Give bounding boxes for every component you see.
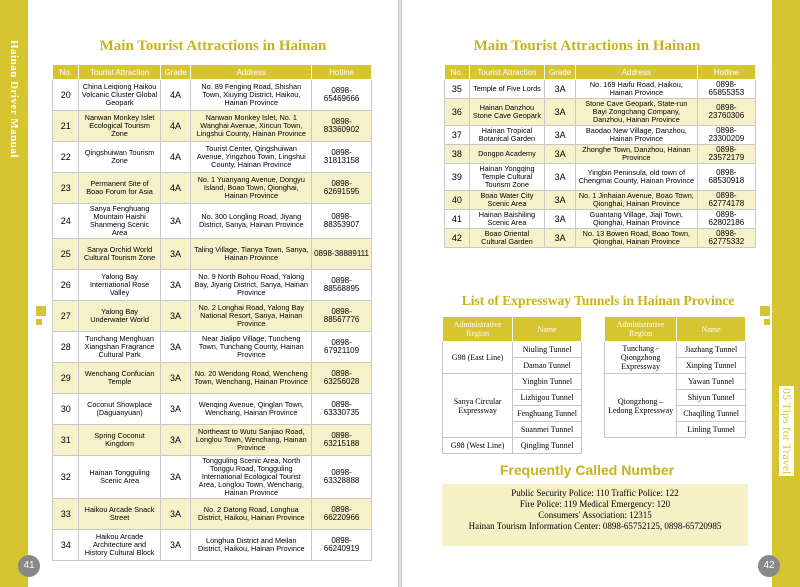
address: Baodao New Village, Danzhou, Hainan Province	[576, 126, 698, 145]
grade: 3A	[545, 126, 576, 145]
table-row	[445, 229, 756, 248]
hotline: 0898-23300209	[697, 126, 755, 145]
region-cell: Tunchang - Qiongzhong Expressway	[605, 342, 677, 374]
decor-square	[760, 306, 770, 316]
decor-square	[764, 319, 770, 325]
address: No. 1 Jinhaian Avenue, Boao Town, Qionghai, Hainan Province	[576, 191, 698, 210]
tunnel-name: Lizhigou Tunnel	[513, 390, 582, 406]
row-number: 30	[53, 394, 79, 425]
attraction-name: Tunchang Menghuan Xiangshan Fragrance Cultural Park	[79, 332, 160, 363]
grade: 3A	[160, 332, 191, 363]
attraction-name: Spring Coconut Kingdom	[79, 425, 160, 456]
grade: 3A	[545, 229, 576, 248]
col-no: No.	[445, 65, 470, 80]
address: No. 9 North Bohou Road, Yalong Bay, Jiyang District, Sanya, Hainan Province	[191, 270, 312, 301]
tunnel-name: Xinping Tunnel	[677, 358, 746, 374]
row-number: 42	[445, 229, 470, 248]
table-row	[53, 530, 372, 561]
address: Tourist Center, Qingshuiwan Avenue, Yingzhou Town, Lingshui County, Hainan Province	[191, 142, 312, 173]
region-cell: G98 (West Line)	[443, 438, 513, 454]
frequent-line: Public Security Police: 110 Traffic Police: 122	[511, 488, 679, 498]
address: No. 2 Datong Road, Longhua District, Haikou, Hainan Province	[191, 499, 312, 530]
hotline: 0898-31813158	[312, 142, 372, 173]
manual-title: Hainan Driver Manual	[8, 40, 20, 158]
grade: 3A	[545, 164, 576, 191]
col-grade: Grade	[160, 65, 191, 80]
attraction-name: China Leiqiong Haikou Volcanic Cluster Global Geopark	[79, 80, 160, 111]
hotline: 0898-23572179	[697, 145, 755, 164]
attraction-name: Qingshuiwan Tourism Zone	[79, 142, 160, 173]
hotline: 0898-62775332	[697, 229, 755, 248]
table-row	[445, 99, 756, 126]
tunnels-title: List of Expressway Tunnels in Hainan Province	[461, 293, 735, 308]
address: Longhua District and Meilan District, Haikou, Hainan Province	[191, 530, 312, 561]
tunnel-name: Yawan Tunnel	[677, 374, 746, 390]
page-number-left: 41	[18, 555, 40, 577]
frequent-line: Hainan Tourism Information Center: 0898-65752125, 0898-65720985	[468, 521, 722, 531]
row-number: 37	[445, 126, 470, 145]
grade: 3A	[545, 99, 576, 126]
row-number: 33	[53, 499, 79, 530]
table-row	[445, 210, 756, 229]
address: Stone Cave Geopark, State-run Bayi Zongchang Company, Danzhou, Hainan Province	[576, 99, 698, 126]
table-row	[53, 425, 372, 456]
address: Near Jialipo Village, Tuncheng Town, Tunchang County, Hainan Province	[191, 332, 312, 363]
grade: 3A	[160, 204, 191, 239]
table-row	[445, 191, 756, 210]
table-row	[53, 80, 372, 111]
tunnel-name: Suanmei Tunnel	[513, 422, 582, 438]
col-hotline: Hotline	[697, 65, 755, 80]
table-row	[53, 270, 372, 301]
col-hotline: Hotline	[312, 65, 372, 80]
hotline: 0898-63330735	[312, 394, 372, 425]
row-number: 29	[53, 363, 79, 394]
col-no: No.	[53, 65, 79, 80]
table-row	[53, 394, 372, 425]
attractions-table-left	[52, 64, 372, 561]
right-table-title: Main Tourist Attractions in Hainan	[473, 38, 701, 54]
tunnel-name: Shiyun Tunnel	[677, 390, 746, 406]
hotline: 0898-83360902	[312, 111, 372, 142]
address: No. 13 Bowen Road, Boao Town, Qionghai, Hainan Province	[576, 229, 698, 248]
address: Wenqing Avenue, Qinglan Town, Wenchang, Hainan Province	[191, 394, 312, 425]
table-row	[53, 499, 372, 530]
grade: 3A	[160, 425, 191, 456]
address: Yingbin Peninsula, old town of Chengmai County, Hainan Province	[576, 164, 698, 191]
table-row	[53, 173, 372, 204]
address: No. 300 Longling Road, Jiyang District, Sanya, Hainan Province	[191, 204, 312, 239]
address: Zhonghe Town, Danzhou, Hainan Province	[576, 145, 698, 164]
region-cell: G98 (East Line)	[443, 342, 513, 374]
row-number: 27	[53, 301, 79, 332]
table-row	[605, 342, 746, 358]
grade: 4A	[160, 80, 191, 111]
attraction-name: Hainan Danzhou Stone Cave Geopark	[469, 99, 544, 126]
grade: 4A	[160, 142, 191, 173]
left-page	[0, 0, 398, 587]
grade: 3A	[160, 499, 191, 530]
table-row	[443, 342, 582, 358]
row-number: 32	[53, 456, 79, 499]
attraction-name: Hainan Tropical Botanical Garden	[469, 126, 544, 145]
attraction-name: Dongpo Academy	[469, 145, 544, 164]
table-row	[53, 142, 372, 173]
hotline: 0898-67921109	[312, 332, 372, 363]
row-number: 36	[445, 99, 470, 126]
row-number: 34	[53, 530, 79, 561]
row-number: 22	[53, 142, 79, 173]
table-header-row	[605, 317, 746, 342]
attractions-table-right	[444, 64, 756, 248]
attraction-name: Hainan Yongqing Temple Cultural Tourism Zone	[469, 164, 544, 191]
grade: 3A	[160, 394, 191, 425]
col-region: Administrative Region	[443, 317, 513, 342]
table-header-row	[443, 317, 582, 342]
address: Northeast to Wutu Sanjiao Road, Longlou Town, Wenchang, Hainan Province	[191, 425, 312, 456]
hotline: 0898-88353907	[312, 204, 372, 239]
grade: 3A	[545, 145, 576, 164]
attraction-name: Yalong Bay Underwater World	[79, 301, 160, 332]
hotline: 0898-38889111	[312, 239, 372, 270]
col-name: Name	[677, 317, 746, 342]
row-number: 40	[445, 191, 470, 210]
attraction-name: Haikou Arcade Snack Street	[79, 499, 160, 530]
grade: 3A	[160, 456, 191, 499]
attraction-name: Wenchang Confucian Temple	[79, 363, 160, 394]
left-side-band	[0, 0, 28, 587]
row-number: 20	[53, 80, 79, 111]
col-region: Administrative Region	[605, 317, 677, 342]
hotline: 0898-63256028	[312, 363, 372, 394]
address: Taling Village, Tianya Town, Sanya, Hainan Province	[191, 239, 312, 270]
table-header-row	[53, 65, 372, 80]
frequent-numbers-box	[442, 484, 748, 546]
attraction-name: Yalong Bay International Rose Valley	[79, 270, 160, 301]
hotline: 0898-62802186	[697, 210, 755, 229]
hotline: 0898-88568895	[312, 270, 372, 301]
hotline: 0898-63328888	[312, 456, 372, 499]
right-side-band	[772, 0, 800, 587]
table-row	[445, 126, 756, 145]
table-header-row	[445, 65, 756, 80]
tunnels-table-left	[442, 316, 582, 454]
grade: 3A	[160, 239, 191, 270]
grade: 3A	[160, 363, 191, 394]
grade: 3A	[545, 191, 576, 210]
grade: 3A	[160, 301, 191, 332]
tunnel-name: Qingling Tunnel	[513, 438, 582, 454]
tunnels-table-right	[604, 316, 746, 438]
row-number: 23	[53, 173, 79, 204]
address: No. 1 Yuanyang Avenue, Dongyu Island, Boao Town, Qionghai, Hainan Province	[191, 173, 312, 204]
hotline: 0898-65855353	[697, 80, 755, 99]
table-row	[53, 204, 372, 239]
grade: 4A	[160, 173, 191, 204]
grade: 3A	[545, 80, 576, 99]
tunnel-name: Jiazhang Tunnel	[677, 342, 746, 358]
table-row	[445, 164, 756, 191]
attraction-name: Hainan Tongguling Scenic Area	[79, 456, 160, 499]
grade: 4A	[160, 111, 191, 142]
attraction-name: Boao Water City Scenic Area	[469, 191, 544, 210]
hotline: 0898-62691595	[312, 173, 372, 204]
attraction-name: Permanent Site of Boao Forum for Asia	[79, 173, 160, 204]
hotline: 0898-62774178	[697, 191, 755, 210]
row-number: 31	[53, 425, 79, 456]
hotline: 0898-68530918	[697, 164, 755, 191]
tunnel-name: Chaqiling Tunnel	[677, 406, 746, 422]
row-number: 28	[53, 332, 79, 363]
address: No. 169 Haifu Road, Haikou, Hainan Province	[576, 80, 698, 99]
attraction-name: Sanya Orchid World Cultural Tourism Zone	[79, 239, 160, 270]
tunnel-name: Niuling Tunnel	[513, 342, 582, 358]
hotline: 0898-88567776	[312, 301, 372, 332]
decor-square	[36, 319, 42, 325]
address: No. 2 Longhai Road, Yalong Bay National Resort, Sanya, Hainan Province	[191, 301, 312, 332]
table-row	[445, 80, 756, 99]
address: No. 20 Wendong Road, Wencheng Town, Wenchang, Hainan Province	[191, 363, 312, 394]
table-row	[605, 374, 746, 390]
region-cell: Sanya Circular Expressway	[443, 374, 513, 438]
grade: 3A	[545, 210, 576, 229]
col-grade: Grade	[545, 65, 576, 80]
row-number: 41	[445, 210, 470, 229]
table-row	[53, 456, 372, 499]
frequent-line: Fire Police: 119 Medical Emergency: 120	[519, 499, 671, 509]
region-cell: Qiongzhong – Ledong Expressway	[605, 374, 677, 438]
col-address: Address	[191, 65, 312, 80]
address: Nanwan Monkey Islet, No. 1 Wanghai Avenue, Xincun Town, Lingshui County, Hainan Province	[191, 111, 312, 142]
hotline: 0898-65469666	[312, 80, 372, 111]
attraction-name: Boao Oriental Cultural Garden	[469, 229, 544, 248]
tunnel-name: Yingbin Tunnel	[513, 374, 582, 390]
attraction-name: Nanwan Monkey Islet Ecological Tourism Zone	[79, 111, 160, 142]
table-row	[53, 239, 372, 270]
attraction-name: Hainan Baishiling Scenic Area	[469, 210, 544, 229]
hotline: 0898-63215188	[312, 425, 372, 456]
table-row	[53, 363, 372, 394]
attraction-name: Sanya Fenghuang Mountain Haishi Shanmeng Scenic Area	[79, 204, 160, 239]
address: Guantang Village, Jiaji Town, Qionghai, Hainan Province	[576, 210, 698, 229]
table-row	[53, 332, 372, 363]
row-number: 38	[445, 145, 470, 164]
col-name: Name	[513, 317, 582, 342]
row-number: 21	[53, 111, 79, 142]
col-address: Address	[576, 65, 698, 80]
table-row	[443, 374, 582, 390]
table-row	[445, 145, 756, 164]
tunnel-name: Fenghuang Tunnel	[513, 406, 582, 422]
row-number: 24	[53, 204, 79, 239]
address: No. 89 Fenging Road, Shishan Town, Xiuying District, Haikou, Hainan Province	[191, 80, 312, 111]
attraction-name: Coconut Showplace (Daguanyuan)	[79, 394, 160, 425]
left-table-title: Main Tourist Attractions in Hainan	[99, 38, 327, 54]
chapter-label: 05 Tips for Travel	[780, 388, 794, 475]
frequent-numbers-title: Frequently Called Number	[499, 462, 675, 478]
tunnel-name: Linling Tunnel	[677, 422, 746, 438]
hotline: 0898-23760306	[697, 99, 755, 126]
table-row	[443, 438, 582, 454]
grade: 3A	[160, 530, 191, 561]
right-page	[402, 0, 800, 587]
hotline: 0898-66220966	[312, 499, 372, 530]
page-number-right: 42	[758, 555, 780, 577]
table-row	[53, 301, 372, 332]
row-number: 35	[445, 80, 470, 99]
address: Tongguling Scenic Area, North Tonggu Road, Tongguling International Ecological Tourist Area, Longlou Town, Wenchang, Hainan Province	[191, 456, 312, 499]
attraction-name: Temple of Five Lords	[469, 80, 544, 99]
row-number: 25	[53, 239, 79, 270]
table-row	[53, 111, 372, 142]
grade: 3A	[160, 270, 191, 301]
col-attraction: Tourist Attraction	[79, 65, 160, 80]
hotline: 0898-66240919	[312, 530, 372, 561]
attraction-name: Haikou Arcade Architecture and History Cultural Block	[79, 530, 160, 561]
row-number: 39	[445, 164, 470, 191]
decor-square	[36, 306, 46, 316]
tunnel-name: Damao Tunnel	[513, 358, 582, 374]
col-attraction: Tourist Attraction	[469, 65, 544, 80]
row-number: 26	[53, 270, 79, 301]
frequent-line: Consumers' Association: 12315	[538, 510, 652, 520]
